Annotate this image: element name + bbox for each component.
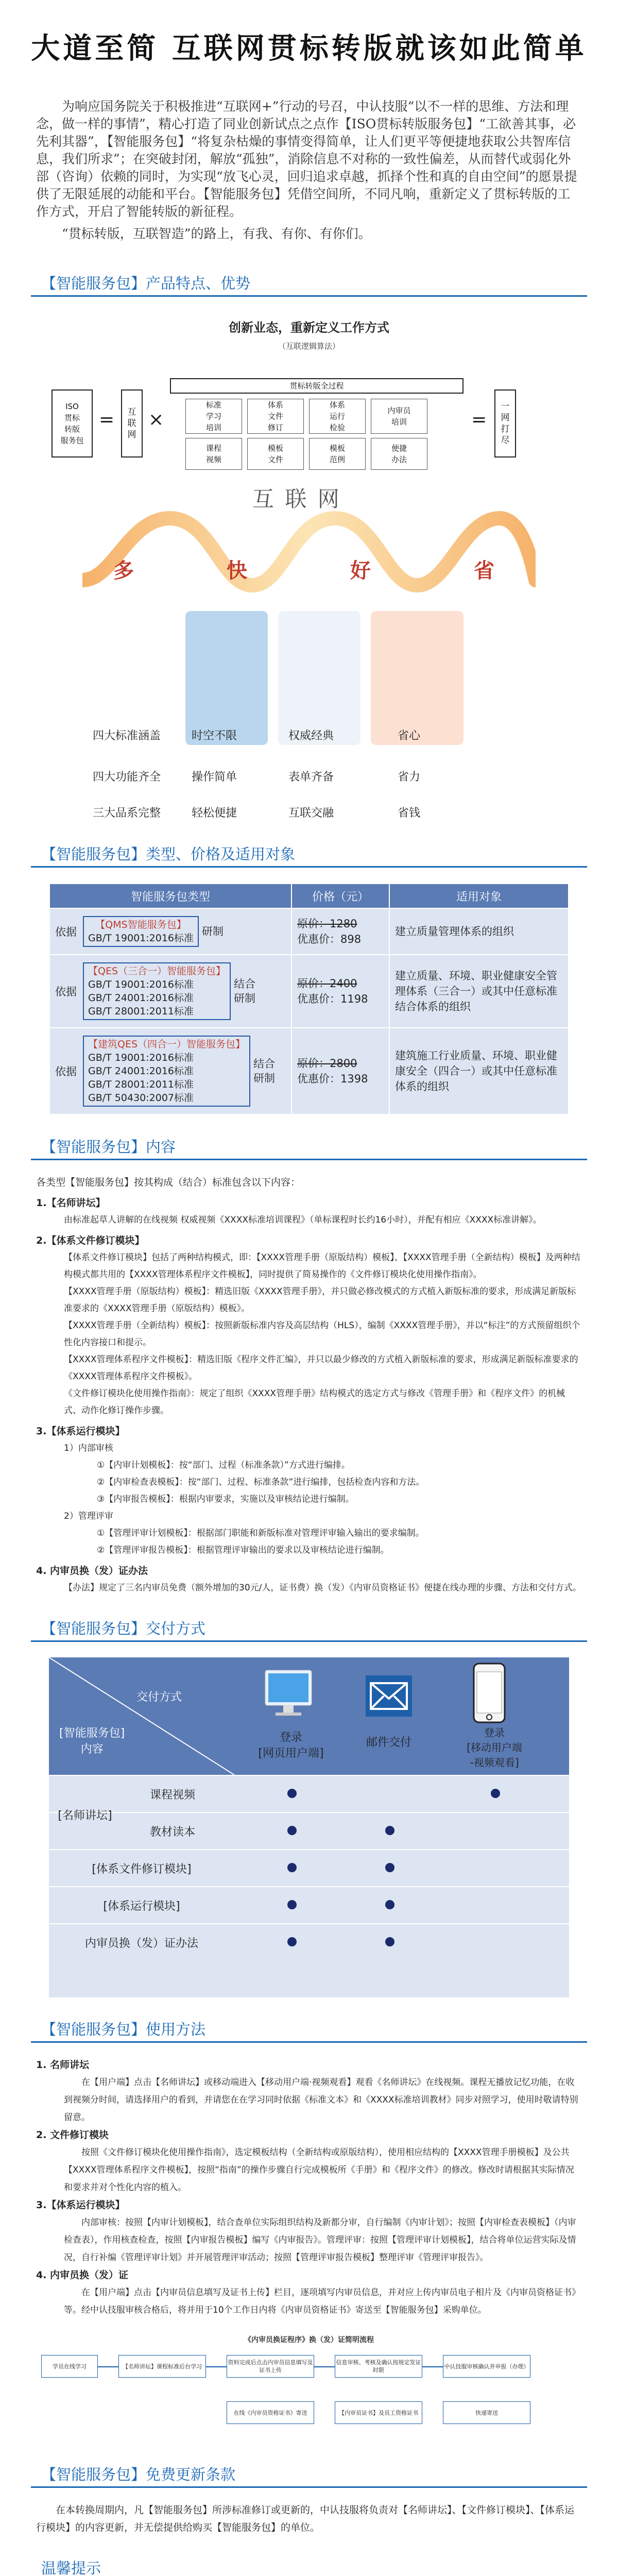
flow-step: 资料完成后点击内审员信息填写及证书上传 [227, 2355, 314, 2378]
standard-line: GB/T 19001:2016标准 [88, 1052, 194, 1063]
cell-b3: 模板 范例 [309, 438, 366, 470]
content-item-text: 【XXXX管理体系程序文件模板】：精选旧版《程序文件汇编》，并只以最少修改的方式植入新版标准的要求，形成满足新版标准要求的《XXXX管理体系程序文件模板》。 [64, 1354, 578, 1382]
feature-row2-d: 省力 [398, 771, 421, 784]
section-title: 【智能服务包】类型、价格及适用对象 [41, 843, 295, 868]
content-item-text: 【办法】规定了三名内审员免费（额外增加的30元/人，证书费）换（发）《内审员资格证书》便捷在线办理的步骤、方法和交付方式。 [64, 1583, 581, 1593]
update-text: 在本转换周期内，凡【智能服务包】所涉标准修订或更新的，中认技服将负责对【名师讲坛】、【文件修订模块】、【体系运行模块】的内容更新，并无偿提供给购买【智能服务包】的单位。 [36, 2504, 575, 2533]
content-item-text: ③【内审报告模板】：根据内审要求，实施以及审核结论进行编制。 [97, 1494, 354, 1504]
content-item-text: 由标准起草人讲解的在线视频 权威视频《XXXX标准培训课程》（单标课程时长约16小时），并配有相应《XXXX标准讲解》。 [64, 1215, 542, 1225]
standard-line: GB/T 28001:2011标准 [88, 1079, 194, 1090]
standard-box [83, 1036, 250, 1107]
cell-b1: 课程 视频 [185, 438, 242, 470]
section-title: 温馨提示 [41, 2557, 101, 2576]
intro-paragraph: 为响应国务院关于积极推进“互联网+”行动的号召，中认技服“以不一样的思维、方法和理念，做一样的事情”，精心打造了同业创新试点之点作【ISO贯标转版服务包】“工欲善其事，必先利其器”，【智能服务包】“将复杂枯燥的事情变得简单，让人们更平等便捷地获取公共智库信息，我们所求”；在突破封闭，解放“孤独”，消除信息不对称的一致性偏差，从而替代或弱化外部（咨询）依赖的同时，为实现“放飞心灵，回归追求卓越，抓择个性和真的自由空间”的愿景提供了无限延展的动能和平台。【智能服务包】凭借空间所，不同凡响，重新定义了贯标转版的工作方式，开启了智能转版的新征程。 [36, 99, 577, 219]
cell-a2: 体系 文件 修订 [247, 399, 304, 434]
delivery-header [49, 1657, 569, 1775]
diagram-title: 创新业态，重新定义工作方式 [229, 320, 389, 335]
word-fast: 快 [227, 559, 247, 583]
row-action: 研制 [202, 925, 224, 938]
delivery-mark-dot [385, 1900, 394, 1909]
diagram-subtitle: （互联逻辑算法） [278, 342, 340, 351]
word-good: 好 [350, 559, 371, 583]
word-save: 省 [474, 559, 494, 583]
row-sub: 教材读本 [149, 1826, 195, 1839]
mail-icon [363, 1673, 415, 1719]
content-item-text: ①【内审计划模板】：按“部门、过程（标准条款）”方式进行编排。 [97, 1460, 350, 1470]
feature-row3-a: 三大品系完整 [93, 807, 161, 820]
flow-step: 【内审员证书】及员工资格证书 [335, 2401, 422, 2424]
feature-row3-b: 轻松便捷 [192, 807, 237, 820]
cell-b4: 便捷 办法 [371, 438, 427, 470]
standard-line: GB/T 50430:2007标准 [88, 1092, 194, 1104]
section-title: 【智能服务包】内容 [41, 1136, 176, 1160]
content-lead: 各类型【智能服务包】按其构成（结合）标准包含以下内容： [36, 1177, 301, 1188]
col-mobile: 登录 [移动用户端 -视频观看] [467, 1726, 522, 1769]
feature-row3-c: 互联交融 [288, 807, 334, 820]
times-sign: × [148, 409, 164, 430]
cell-a4: 内审员 培训 [371, 399, 427, 434]
service-pack-box: ISO 贯标 转版 服务包 [52, 389, 93, 457]
content-list [36, 1174, 582, 1597]
table-row [49, 955, 569, 1028]
promo-price: 优惠价：1198 [297, 993, 368, 1005]
flow-arrow [206, 2366, 227, 2367]
feature-row2-a: 四大功能齐全 [93, 771, 161, 784]
flow-step: 快递寄送 [443, 2401, 530, 2424]
original-price: 原价：2800 [297, 1057, 357, 1070]
feature-row1-a: 四大标准涵盖 [93, 730, 161, 742]
usage-item-title: 2. 文件修订模块 [36, 2129, 109, 2141]
content-item-text: ①【管理评审计划模板】：根据部门职能和新版标准对管理评审输入输出的要求编制。 [97, 1528, 424, 1538]
internet-box: 互 联 网 [121, 389, 143, 457]
content-item-text: 【XXXX管理手册（全新结构）模板】：按照新版标准内容及高层结构（HLS），编制《XXXX管理手册》，并以“标注”的方式预留组织个性化内容接口和提示。 [64, 1320, 580, 1348]
equals-sign-2: = [471, 409, 487, 430]
cell-a1: 标准 学习 培训 [185, 399, 242, 434]
standard-line: GB/T 19001:2016标准 [88, 933, 194, 944]
table-row [49, 908, 569, 955]
content-item-text: 【XXXX管理手册（原版结构）模板】：精选旧版《XXXX管理手册》，并只做必修改模式的方式植入新版标准的要求，形成满足新版标准要求的《XXXX管理手册（原版结构）模板》。 [64, 1286, 576, 1314]
section-usage [31, 2018, 587, 2448]
flow-title: 《内审员换证程序》换（发）证简明流程 [244, 2336, 374, 2344]
promo-price: 优惠价：898 [297, 933, 362, 945]
section-title: 【智能服务包】使用方法 [41, 2018, 205, 2043]
row-label: 依据 [55, 986, 77, 998]
feature-row1-b: 时空不限 [192, 730, 237, 742]
flow-step: 中认技服审核确认并申报（办理） [443, 2355, 530, 2378]
scope-text: 建筑施工行业质量、环境、职业健康安全（四合一）或其中任意标准体系的组织 [389, 1028, 569, 1114]
section-pricing [31, 843, 587, 1115]
corner-top-label: 交付方式 [136, 1691, 182, 1704]
flow-step: 在线《内审员资格证书》寄送 [227, 2401, 314, 2424]
process-box: 贯标转版全过程 [170, 378, 464, 394]
equals-sign: = [99, 409, 115, 430]
content-item-title: 3.【体系运行模块】 [36, 1426, 125, 1437]
row-name: [体系文件修订模块] [92, 1863, 192, 1876]
content-item-text: 2）管理评审 [64, 1511, 113, 1521]
delivery-mark-dot [287, 1789, 297, 1798]
col-price: 价格（元） [291, 884, 389, 908]
section-title: 【智能服务包】交付方式 [41, 1617, 205, 1642]
flow-step: 信息审核、考核及确认按规定发证时限 [335, 2355, 422, 2378]
delivery-mark-dot [385, 1937, 394, 1946]
usage-item-text: 内部审核：按照【内审计划模板】，结合查单位实际组织结构及新都分审，自行编制《内审计划》；按照【内审检查表模板】（内审检查表），作用核查检查，按照【内审报告模板】编写《内审报告》。管理评审：按照【管理评审计划模板】，结合将单位运营实际及情况，自行补编《管理评审计划》并开展管理评审活动；按照【管理评审报告模板】整理评审《管理评审报告》。 [64, 2217, 576, 2263]
promo-price: 优惠价：1398 [297, 1073, 368, 1085]
row-name: [名师讲坛] [58, 1809, 112, 1822]
row-name: [体系运行模块] [103, 1900, 180, 1913]
all-in-one-box: 一 网 打 尽 [494, 389, 516, 457]
row-label: 依据 [55, 1065, 77, 1078]
usage-item-title: 1. 名师讲坛 [36, 2059, 90, 2071]
flow-arrow [422, 2366, 443, 2367]
product-name: 【建筑QES（四合一）智能服务包】 [88, 1039, 246, 1050]
standard-box [83, 916, 199, 947]
original-price: 原价：2400 [297, 977, 357, 990]
delivery-mark-dot [287, 1863, 297, 1872]
usage-item-text: 在【用户端】点击【名师讲坛】或移动端进入【移动用户端·视频观看】观看《名师讲坛》在线视频。课程无播放记忆功能，在收到视频分时间，请选择用户的看到，并请您在在学习同时依据《标准文本》和《XXXX标准培训教材》同步对照学习，使用时敬请特别留意。 [64, 2077, 578, 2123]
row-action: 结合 研制 [253, 1058, 276, 1084]
original-price: 原价：1280 [297, 918, 357, 930]
section-delivery [31, 1617, 587, 1997]
content-item-title: 4. 内审员换（发）证办法 [36, 1565, 148, 1577]
usage-list [36, 2056, 582, 2319]
cell-b2: 模板 文件 [247, 438, 304, 470]
corner-bottom-label: [智能服务包] 内容 [59, 1727, 125, 1756]
delivery-mark-dot [385, 1863, 394, 1872]
usage-item-text: 在【用户端】点击【内审员信息填写及证书上传】栏目，逐项填写内审员信息，并对应上传内审员电子相片及《内审员资格证书》等。经中认技服审核合格后，将并用于10个工作日内将《内审员资格证书》寄送至【智能服务包】采购单位。 [64, 2287, 580, 2315]
feature-row1-c: 权威经典 [288, 730, 334, 742]
delivery-mark-dot [287, 1900, 297, 1909]
flow-step: 学员在线学习 [41, 2355, 98, 2378]
feature-diagram [31, 317, 587, 822]
row-name: 内审员换（发）证办法 [84, 1937, 198, 1950]
standard-line: GB/T 19001:2016标准 [88, 979, 194, 990]
flow-step: 【名师讲坛】课程标准后台学习 [118, 2355, 206, 2378]
scope-text: 建立质量、环境、职业健康安全管理体系（三合一）或其中任意标准结合体系的组织 [389, 955, 569, 1028]
content-item-text: ②【管理评审报告模板】：根据管理评审输出的要求以及审核结论进行编制。 [97, 1545, 389, 1555]
table-row [49, 1028, 569, 1114]
row-action: 结合 研制 [234, 978, 256, 1005]
section-title: 【智能服务包】产品特点、优势 [41, 272, 250, 297]
section-tips [31, 2557, 587, 2576]
scope-text: 建立质量管理体系的组织 [389, 908, 569, 955]
col-web: 登录 [网页用户端] [258, 1731, 324, 1760]
usage-item-title: 3.【体系运行模块】 [36, 2199, 125, 2211]
row-sub: 课程视频 [149, 1789, 195, 1802]
standard-line: GB/T 24001:2016标准 [88, 1065, 194, 1077]
flow-arrow [98, 2366, 118, 2367]
col-scope: 适用对象 [389, 884, 569, 908]
table-header-row [49, 884, 569, 908]
standard-box [83, 962, 231, 1020]
product-name: 【QES（三合一）智能服务包】 [88, 965, 226, 977]
delivery-mark-dot [287, 1826, 297, 1835]
wave-title: 互 联 网 [252, 486, 341, 512]
intro-slogan: “贯标转版，互联智造”的路上，有我、有你、有你们。 [62, 226, 371, 241]
section-content [31, 1136, 587, 1597]
feature-row1-d: 省心 [398, 730, 421, 742]
section-features [31, 272, 587, 822]
page-title: 大道至简 互联网贯标转版就该如此简单 [31, 32, 587, 65]
phone-icon [471, 1663, 507, 1724]
content-item-text: 《文件修订模块化使用操作指南》：规定了组织《XXXX管理手册》结构模式的选定方式与修改《管理手册》和《程序文件》的机械式、动作化修订操作步骤。 [64, 1388, 565, 1416]
col-type: 智能服务包类型 [49, 884, 291, 908]
row-label: 依据 [55, 926, 77, 938]
product-name: 【QMS智能服务包】 [95, 919, 186, 930]
standard-line: GB/T 28001:2011标准 [88, 1006, 194, 1017]
section-title: 【智能服务包】免费更新条款 [41, 2463, 235, 2488]
content-item-text: 【体系文件修订模块】包括了两种结构模式，即：【XXXX管理手册（原版结构）模板】、【XXXX管理手册（全新结构）模板】及两种结构模式都共用的【XXXX管理体系程序文件模板】，同时提供了简易操作的《文件修订模块化使用操作指南》。 [64, 1252, 580, 1280]
content-item-text: ②【内审检查表模板】：按“部门、过程、标准条款”进行编排，包括检查内容和方法。 [97, 1477, 425, 1487]
word-many: 多 [113, 559, 134, 583]
computer-icon [260, 1668, 317, 1719]
delivery-mark-dot [491, 1789, 500, 1798]
flow-arrow [314, 2366, 335, 2367]
corner-diagonal [49, 1657, 234, 1775]
cell-a3: 体系 运行 检验 [309, 399, 366, 434]
feature-row2-b: 操作简单 [192, 771, 237, 784]
content-item-title: 2.【体系文件修订模块】 [36, 1235, 145, 1246]
usage-item-title: 4. 内审员换（发）证 [36, 2269, 129, 2281]
content-item-text: 1）内部审核 [64, 1443, 113, 1453]
standard-line: GB/T 24001:2016标准 [88, 992, 194, 1004]
delivery-mark-dot [287, 1937, 297, 1946]
col-mail: 邮件交付 [366, 1736, 411, 1749]
feature-row3-d: 省钱 [398, 807, 421, 820]
delivery-mark-dot [385, 1826, 394, 1835]
pricing-table [49, 883, 569, 1115]
flow-chart [31, 2334, 587, 2448]
content-item-title: 1.【名师讲坛】 [36, 1197, 106, 1209]
usage-item-text: 按照《文件修订模块化使用操作指南》，选定模板结构（全新结构或原版结构），使用相应结构的【XXXX管理手册模板】及公共【XXXX管理体系程序文件模板】，按照“指南”的操作步骤自行完成模板所《手册》和《程序文件》的修改。修改时请根据其实际情况和要求并对个性化内容的植入。 [64, 2147, 574, 2193]
section-update [31, 2463, 587, 2536]
feature-row2-c: 表单齐备 [288, 771, 334, 784]
wave-graphic [82, 486, 536, 740]
delivery-table [49, 1657, 569, 1997]
